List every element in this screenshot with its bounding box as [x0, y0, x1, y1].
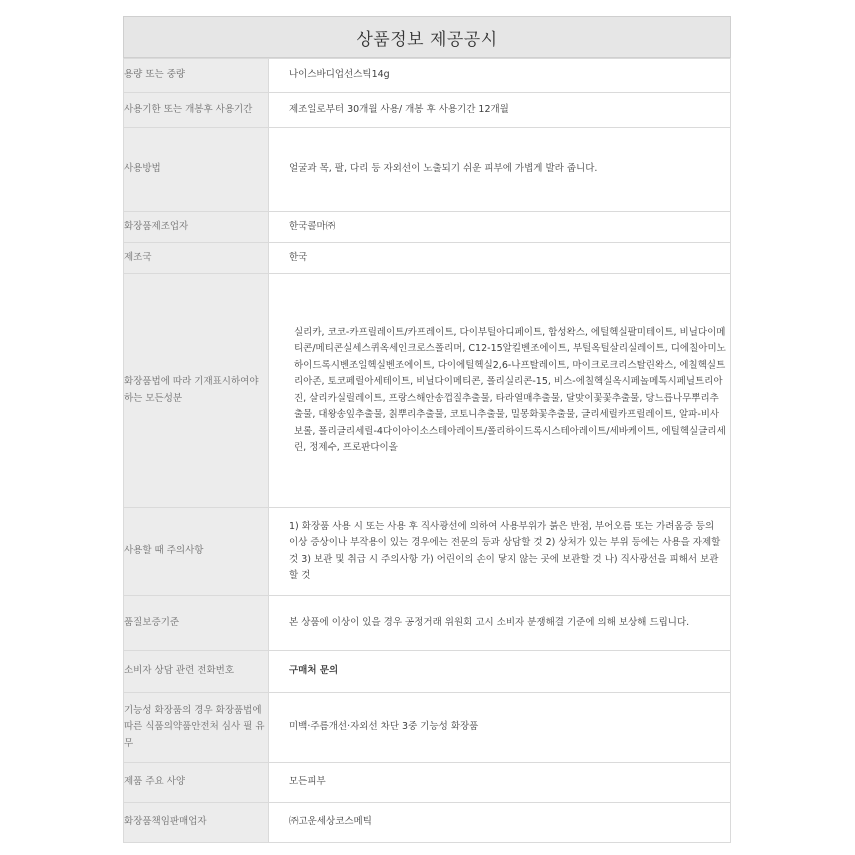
table-row	[124, 93, 731, 128]
row-label: 기능성 화장품의 경우 화장품법에 따른 식품의약품안전처 심사 필 유무	[124, 693, 269, 763]
row-value: 모든피부	[269, 763, 731, 803]
row-value: ㈜고운세상코스메틱	[269, 803, 731, 843]
product-info-sheet	[123, 16, 731, 843]
table-row	[124, 59, 731, 93]
table-row	[124, 596, 731, 651]
row-value: 구매처 문의	[269, 651, 731, 693]
row-value: 나이스바디업선스틱14g	[269, 59, 731, 93]
sheet-title: 상품정보 제공공시	[123, 16, 731, 58]
row-label: 용량 또는 중량	[124, 59, 269, 93]
row-label: 품질보증기준	[124, 596, 269, 651]
row-value: 1) 화장품 사용 시 또는 사용 후 직사광선에 의하여 사용부위가 붉은 반점, 부어오름 또는 가려움증 등의 이상 증상이나 부작용이 있는 경우에는 전문의 등과 상담할 것 2) 상처가 있는 부위 등에는 사용을 자제할 것 3) 보관 및 취급 시 주의사항 가) 어린이의 손이 닿지 않는 곳에 보관할 것 나) 직사광선을 피해서 보관할 것	[269, 508, 731, 596]
table-row	[124, 243, 731, 274]
table-row	[124, 651, 731, 693]
table-row	[124, 128, 731, 212]
table-row	[124, 803, 731, 843]
table-row	[124, 693, 731, 763]
table-row	[124, 212, 731, 243]
table-row	[124, 508, 731, 596]
row-value: 한국	[269, 243, 731, 274]
row-label: 화장품책임판매업자	[124, 803, 269, 843]
row-value: 본 상품에 이상이 있을 경우 공정거래 위원회 고시 소비자 분쟁해결 기준에 의해 보상해 드립니다.	[269, 596, 731, 651]
product-info-table	[123, 58, 731, 843]
row-label: 화장품제조업자	[124, 212, 269, 243]
row-label: 소비자 상담 관련 전화번호	[124, 651, 269, 693]
table-row	[124, 274, 731, 508]
row-value: 얼굴과 목, 팔, 다리 등 자외선이 노출되기 쉬운 피부에 가볍게 발라 줍니다.	[269, 128, 731, 212]
row-value: 미백·주름개선·자외선 차단 3중 기능성 화장품	[269, 693, 731, 763]
row-label: 화장품법에 따라 기재표시하여야 하는 모든성분	[124, 274, 269, 508]
row-label: 제품 주요 사양	[124, 763, 269, 803]
row-label: 사용할 때 주의사항	[124, 508, 269, 596]
row-label: 사용기한 또는 개봉후 사용기간	[124, 93, 269, 128]
row-value: 실리카, 코코-카프릴레이트/카프레이트, 다이부틸아디페이트, 합성왁스, 에틸헥실팔미테이트, 비닐다이메티콘/메티콘실세스퀴옥세인크로스폴리머, C12-15알킬벤조에이트, 부틸옥틸살리실레이트, 디에칠아미노하이드록시벤조일헥실벤조에이트, 다이에틸헥실2,6-나프탈레이트, 마이크로크리스탈린왁스, 에칠헥실트리아존, 토코페릴아세테이트, 비닐다이메티콘, 폴리실리콘-15, 비스-에칠헥실옥시페놀메톡시페닐트리아진, 살리카실릴레이트, 프랑스해안송껍질추출물, 타라열매추출물, 달맞이꽃꽃추출물, 당느릅나무뿌리추출물, 대왕송잎추출물, 칡뿌리추출물, 코토니추출물, 밀몽화꽃추출물, 글리세릴카프릴레이트, 알파-비사보롤, 폴리글리세릴-4다이아이소스테아레이트/폴리하이드록시스테아레이트/세바케이트, 에틸헥실글리세린, 정제수, 프로판다이올	[269, 274, 731, 508]
row-value: 제조일로부터 30개월 사용/ 개봉 후 사용기간 12개월	[269, 93, 731, 128]
row-label: 사용방법	[124, 128, 269, 212]
table-row	[124, 763, 731, 803]
row-label: 제조국	[124, 243, 269, 274]
row-value: 한국콜마㈜	[269, 212, 731, 243]
